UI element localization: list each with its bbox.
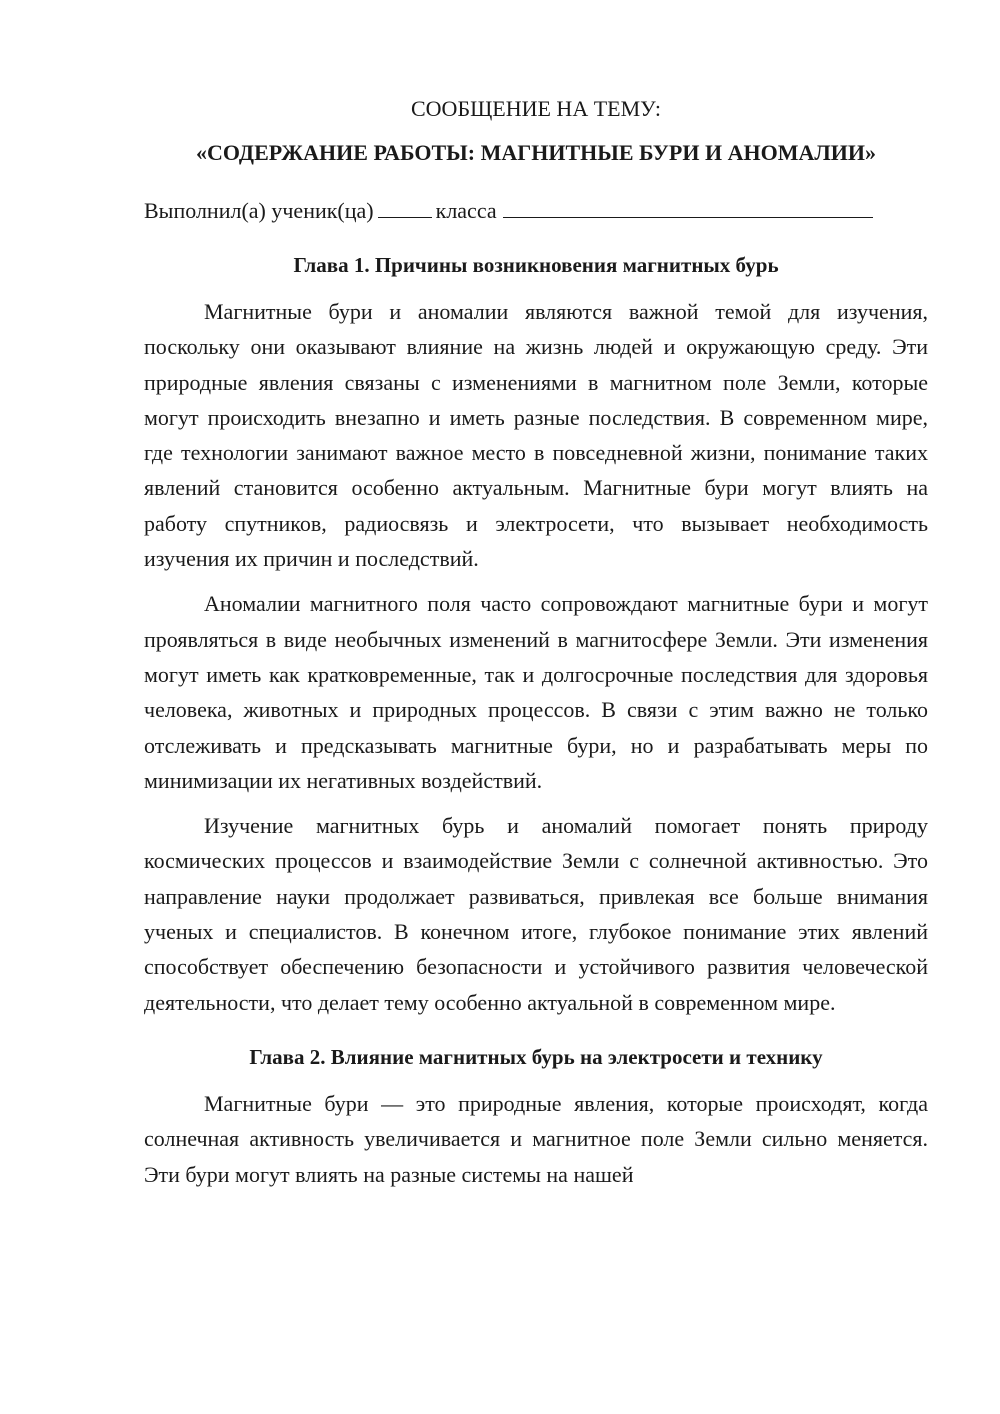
title-main: «СОДЕРЖАНИЕ РАБОТЫ: МАГНИТНЫЕ БУРИ И АНОМАЛИИ»: [196, 140, 876, 165]
chapter1-paragraph-3: Изучение магнитных бурь и аномалий помогает понять природу космических процессов и взаимодействие Земли с солнечной активностью. Это направление науки продолжает развиваться, привлекая все больше внимания ученых и специалистов. В конечном итоге, глубокое понимание этих явлений способствует обеспечению безопасности и устойчивого развития человеческой деятельности, что делает тему особенно актуальной в современном мире.: [144, 813, 928, 1015]
author-label: Выполнил(а) ученик(ца): [144, 198, 374, 223]
chapter1-heading: Глава 1. Причины возникновения магнитных бурь: [293, 253, 779, 277]
chapter1-paragraph-1: Магнитные бури и аномалии являются важной темой для изучения, поскольку они оказывают влияние на жизнь людей и окружающую среду. Эти природные явления связаны с изменениями в магнитном поле Земли, которые могут происходить внезапно и иметь разные последствия. В современном мире, где технологии занимают важное место в повседневной жизни, понимание таких явлений становится особенно актуальным. Магнитные бури могут влиять на работу спутников, радиосвязь и электросети, что вызывает необходимость изучения их причин и последствий.: [144, 299, 928, 572]
name-blank: [503, 195, 873, 218]
chapter1-paragraph-2: Аномалии магнитного поля часто сопровождают магнитные бури и могут проявляться в виде необычных изменений в магнитосфере Земли. Эти изменения могут иметь как кратковременные, так и долгосрочные последствия для здоровья человека, животных и природных процессов. В связи с этим важно не только отслеживать и предсказывать магнитные бури, но и разрабатывать меры по минимизации их негативных воздействий.: [144, 591, 928, 793]
title-top: СООБЩЕНИЕ НА ТЕМУ:: [411, 96, 661, 121]
author-line: [144, 194, 928, 228]
grade-blank: [378, 195, 432, 218]
chapter2-paragraph-1: Магнитные бури — это природные явления, которые происходят, когда солнечная активность увеличивается и магнитное поле Земли сильно меняется. Эти бури могут влиять на разные системы на нашей: [144, 1090, 928, 1187]
class-label: класса: [435, 198, 497, 223]
document-page: [144, 92, 928, 1202]
chapter2-heading: Глава 2. Влияние магнитных бурь на электросети и технику: [249, 1044, 823, 1069]
